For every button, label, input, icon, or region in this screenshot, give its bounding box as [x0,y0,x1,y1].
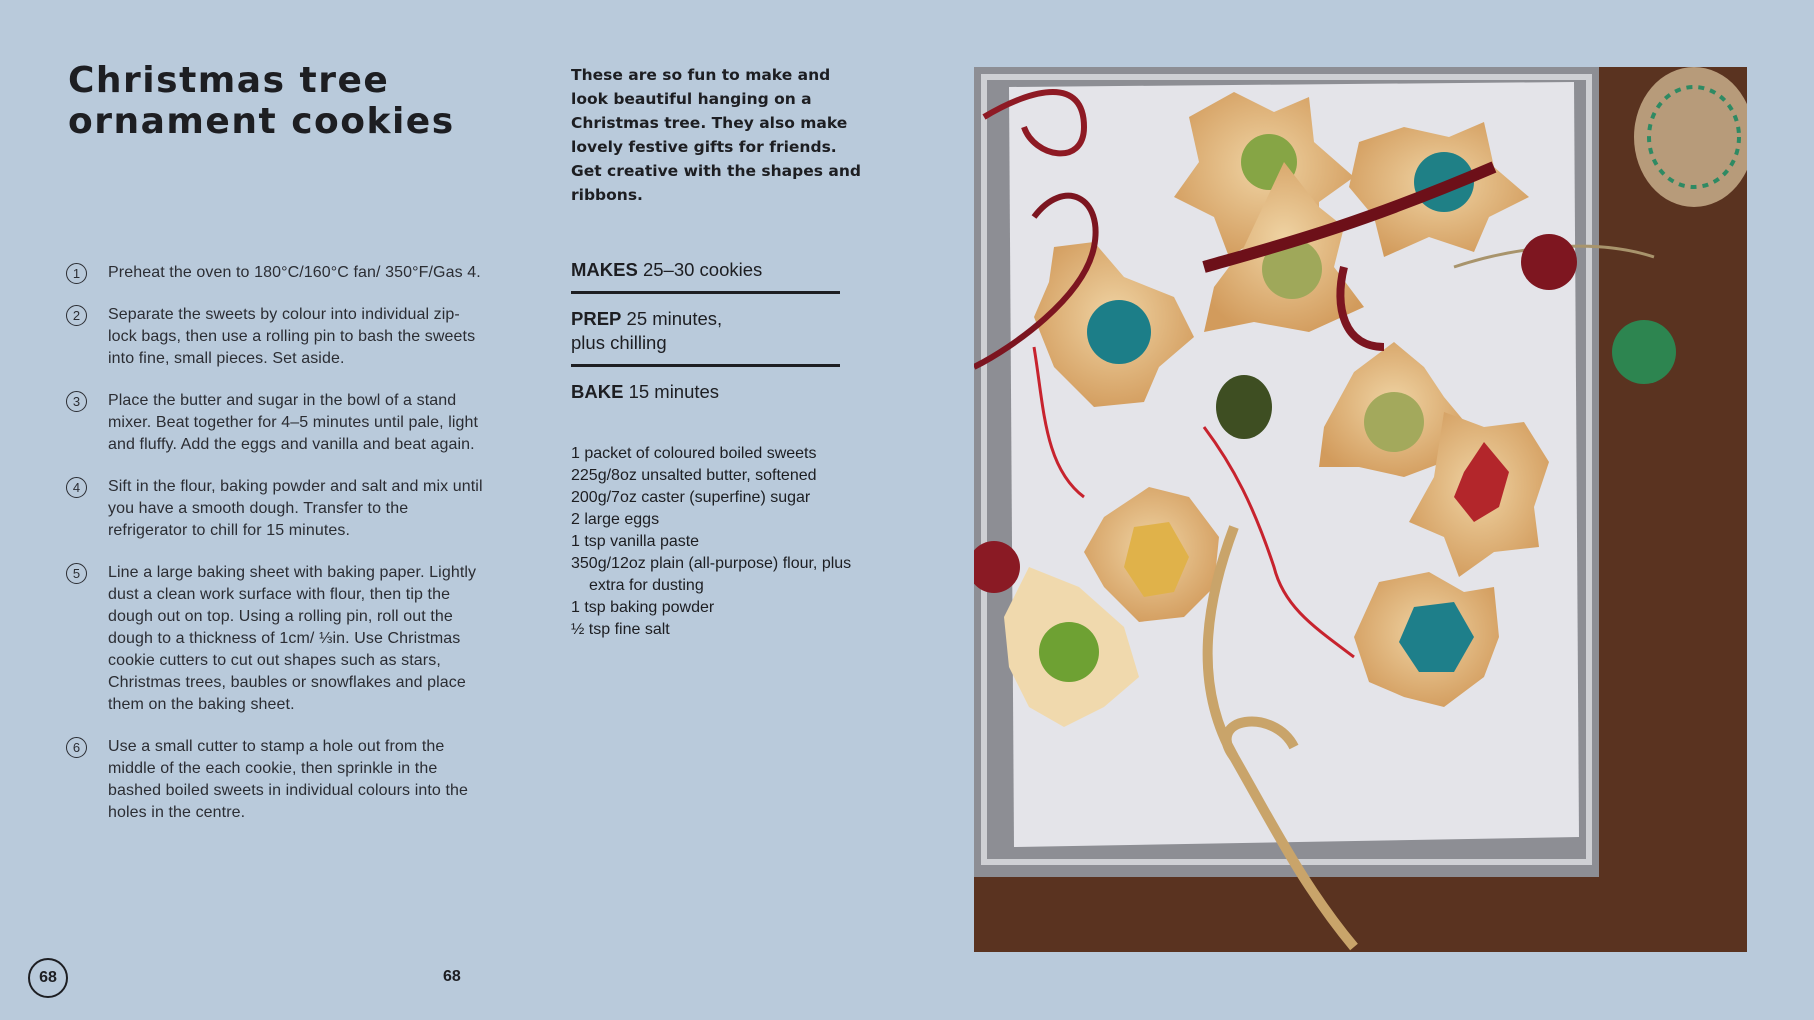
step-item [66,390,486,456]
page-number-badge: 68 [28,958,68,998]
step-number-badge: 2 [66,305,87,326]
method-steps [66,262,486,844]
step-item [66,476,486,542]
bake-info [571,380,840,413]
ingredient-item: 1 tsp vanilla paste [571,533,700,550]
ingredient-item: ½ tsp fine salt [571,621,670,638]
step-number-badge: 4 [66,477,87,498]
makes-label: MAKES [571,259,638,280]
step-text: Use a small cutter to stamp a hole out from the middle of the each cookie, then sprinkle in the bashed boiled sweets in individual colours into the holes in the centre. [108,738,468,821]
step-text: Line a large baking sheet with baking paper. Lightly dust a clean work surface with flour, then tip the dough out on top. Using a rolling pin, roll out the dough to a thickness of 1cm/ ⅓in. Use Christmas cookie cutters to cut out shapes such as stars, Christmas trees, baubles or snowflakes and place them on the baking sheet. [108,564,477,713]
step-item [66,736,486,824]
title-line-2: ornament cookies [68,101,455,142]
step-number-badge: 3 [66,391,87,412]
step-text: Separate the sweets by colour into individual zip-lock bags, then use a rolling pin to bash the sweets into fine, small pieces. Set aside. [108,306,476,367]
divider [571,364,840,367]
step-number-badge: 5 [66,563,87,584]
step-number-badge: 6 [66,737,87,758]
ingredient-item: 1 tsp baking powder [571,599,715,616]
bake-label: BAKE [571,381,624,402]
step-item [66,304,486,370]
recipe-title [68,60,455,142]
title-line-1: Christmas tree [68,60,390,101]
ingredients-list [571,443,871,641]
recipe-meta [571,258,840,413]
step-number-badge: 1 [66,263,87,284]
ingredient-item: 1 packet of coloured boiled sweets [571,445,817,462]
cookie-photo-illustration [974,67,1747,952]
page-number: 68 [443,968,461,985]
bake-value: 15 minutes [628,381,720,402]
ingredient-item: 2 large eggs [571,511,660,528]
ingredient-item: 200g/7oz caster (superfine) sugar [571,489,811,506]
ingredient-item: 225g/8oz unsalted butter, softened [571,467,817,484]
cookie-photo [974,67,1747,952]
makes-value: 25–30 cookies [642,259,763,280]
step-text: Place the butter and sugar in the bowl of a stand mixer. Beat together for 4–5 minutes until pale, light and fluffy. Add the eggs and vanilla and beat again. [108,392,479,453]
prep-value: 25 minutes, plus chilling [571,308,723,353]
divider [571,291,840,294]
step-text: Sift in the flour, baking powder and salt and mix until you have a smooth dough. Transfer to the refrigerator to chill for 15 minutes. [108,478,483,539]
step-item [66,262,486,284]
step-text: Preheat the oven to 180°C/160°C fan/ 350°F/Gas 4. [108,264,481,281]
step-item [66,562,486,716]
ingredient-item: 350g/12oz plain (all-purpose) flour, plus extra for dusting [571,555,852,594]
prep-info [571,307,761,364]
makes-info [571,258,840,291]
prep-label: PREP [571,308,622,329]
recipe-intro: These are so fun to make and look beautiful hanging on a Christmas tree. They also make lovely festive gifts for friends. Get creative with the shapes and ribbons. [571,66,861,204]
